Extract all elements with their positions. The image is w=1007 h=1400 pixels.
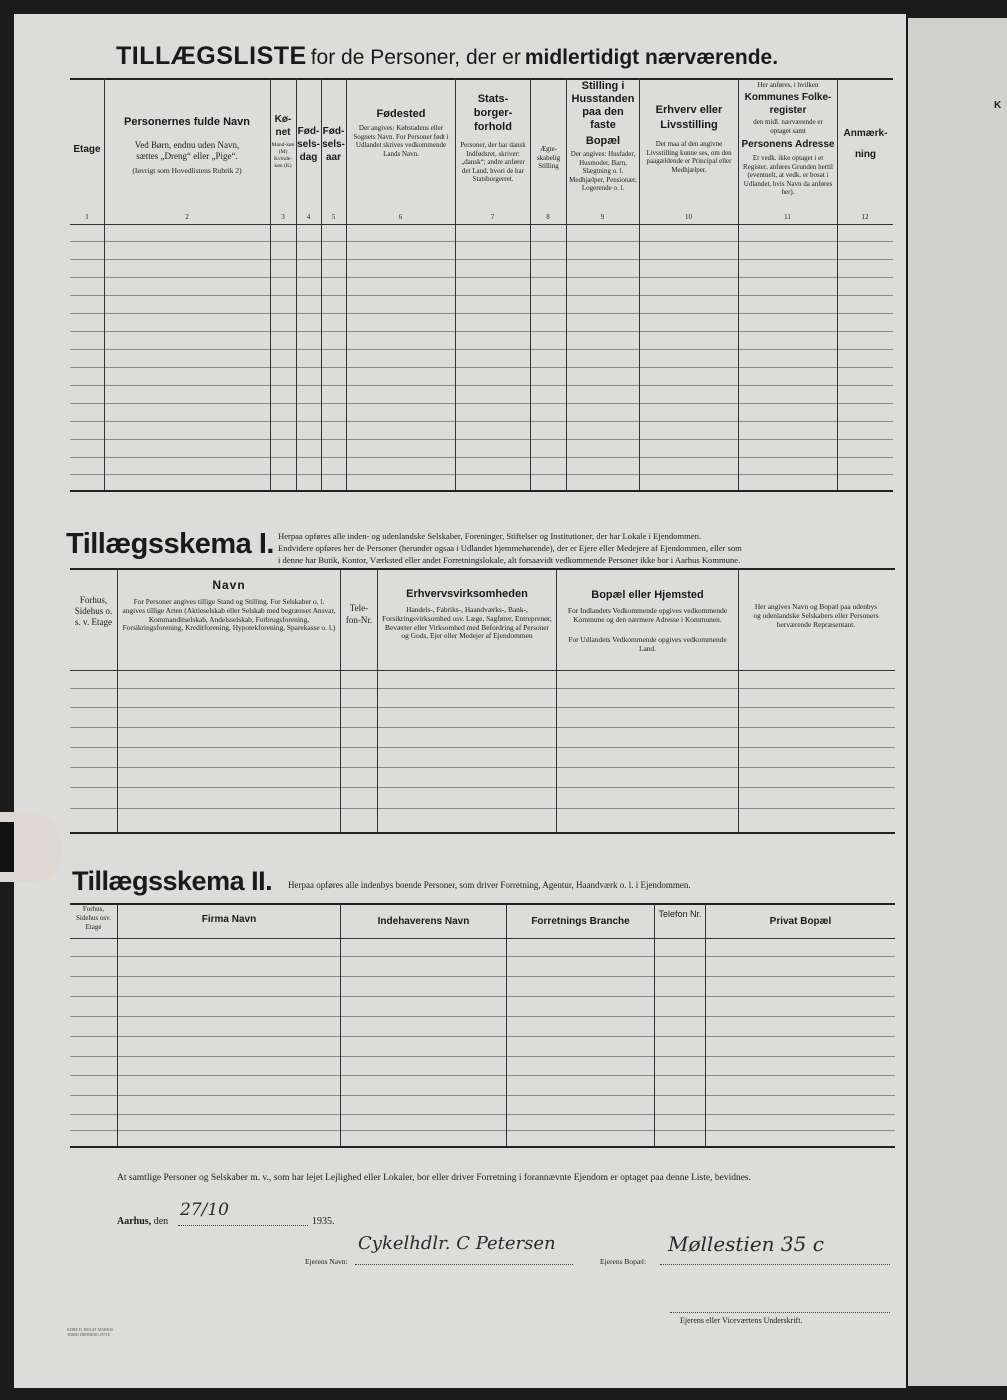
t1-col-folkeregister-bold2: register [769, 105, 807, 116]
t1-num-4: 4 [306, 213, 311, 221]
owner-address-label: Ejerens Bopæl: [600, 1257, 647, 1266]
skema1-title: Tillægsskema I. [66, 528, 274, 560]
t1-num-9: 9 [600, 213, 605, 221]
t1-num-11: 11 [784, 213, 791, 221]
t1-num-1: 1 [85, 213, 89, 221]
s1-col-etage: Forhus, Sidehus o. s. v. Etage [74, 595, 113, 627]
t1-col-erhverv-1: Erhverv eller [655, 104, 723, 116]
t1-col-folkeregister-note1: Her anføres, i hvilken [757, 81, 819, 89]
den-label: den [153, 1216, 169, 1227]
t1-col-erhverv-note: Det maa af den angivne Livsstilling kunne ses, om den paagældende er Principal eller Medhjælper. [646, 140, 732, 174]
s2-col-firma: Firma Navn [201, 914, 257, 925]
t1-col-folkeregister-note3: Er vedk. ikke optaget i et Register, anføres Grunden hertil (eventuelt, at vedk. er bosat i Udlandet, hvis Navn da anføres her). [743, 154, 833, 197]
t1-col-stilling-1: Stilling i [581, 80, 625, 92]
date-handwritten: 27/10 [180, 1200, 229, 1220]
skema2-intro: Herpaa opføres alle indenbys boende Personer, som driver Forretning, Agentur, Haandværk o. l. i Ejendommen. [288, 880, 691, 890]
skema2-title: Tillægsskema II. [72, 866, 273, 896]
t1-col-anmaerkning-2: ning [854, 149, 877, 160]
t1-num-10: 10 [685, 213, 692, 221]
t1-col-koen-1: Kø- [274, 114, 292, 125]
s1-col-navn-title: Navn [212, 578, 246, 592]
s2-col-telefon: Telefon Nr. [658, 909, 702, 919]
printer-imprint: KØBE D. HOLST MARKIS ÆRBØ ØRNBERG ØTTE [67, 1327, 114, 1337]
t1-col-name-note1: Ved Børn, endnu uden Navn, [134, 140, 240, 150]
t1-col-foedested-note: Der angives: Købstadens eller Sognets Navn. For Personer født i Udlandet skrives vedkommende Lands Navn. [353, 124, 449, 158]
owner-name-label: Ejerens Navn: [305, 1257, 348, 1266]
t1-col-foedselsdag-2: sels- [297, 139, 320, 150]
t1-col-folkeregister-note2: den midl. nærværende er optaget samt [753, 118, 823, 135]
date-line [117, 1216, 168, 1227]
main-title-bold: TILLÆGSLISTE [116, 42, 307, 70]
skema1-intro [278, 530, 898, 566]
t1-col-foedselsdag-1: Fød- [297, 126, 320, 137]
t1-col-foedselsaar-2: sels- [322, 139, 345, 150]
s1-col-navn-note: For Personer angives tillige Stand og Stilling. For Selskaber o. l. angives tillige Arten (Aktieselskab eller Selskab med begrænset Ansvar, Kommanditselskab, Andelsselskab, Forbrugsforening, Forsikringsforening, Kreditforening, Hypotekforening, Sparekasse o. l.) [122, 597, 336, 633]
certify-text: At samtlige Personer og Selskaber m. v., som har lejet Lejlighed eller Lokaler, bor eller driver Forretning i forannævnte Ejendom er optaget paa denne Liste, bevidnes. [117, 1173, 751, 1183]
t1-col-stats-2: borger- [473, 107, 513, 119]
t1-col-stilling-5: Bopæl [585, 135, 621, 147]
t1-col-name-note3: (Iøvrigt som Hovedlistens Rubrik 2) [132, 166, 242, 175]
t1-col-stilling-3: paa den [582, 106, 624, 118]
main-title-rest: for de Personer, der er [310, 46, 521, 69]
main-title [116, 42, 876, 71]
t1-col-stilling-2: Husstanden [571, 93, 635, 105]
skema1-intro-line3: i denne har Butik, Kontor, Værksted eller andet Forretningslokale, alt forsaavidt vedkommende Personer ikke bor i Aarhus Kommune. [278, 555, 741, 565]
t1-num-8: 8 [546, 213, 550, 221]
signature-label: Ejerens eller Viceværtens Underskrift. [680, 1316, 803, 1325]
t1-col-etage: Etage [73, 144, 101, 155]
s2-col-branche: Forretnings Branche [531, 916, 630, 927]
s1-col-bopael-note2: For Udlandets Vedkommende opgives vedkommende Land. [568, 635, 727, 653]
t1-col-name-title: Personernes fulde Navn [124, 116, 250, 128]
t1-col-foedselsdag-3: dag [299, 152, 318, 163]
t1-col-aegteskab: Ægte-skabelig Stilling [536, 145, 561, 171]
t1-col-name-note2: sættes „Dreng“ eller „Pige“. [136, 151, 238, 161]
adjacent-page: K [908, 18, 1007, 1386]
t1-num-12: 12 [861, 213, 869, 221]
t1-col-folkeregister-bold1: Kommunes Folke- [744, 92, 832, 103]
t1-col-stats-3: forhold [474, 121, 512, 133]
main-title-bold2: midlertidigt nærværende. [524, 46, 779, 69]
t1-num-6: 6 [398, 213, 403, 221]
t1-num-5: 5 [331, 213, 336, 221]
t1-num-7: 7 [490, 213, 495, 221]
t1-num-3: 3 [281, 213, 285, 221]
s1-col-repraesentant-note: Her angives Navn og Bopæl paa udenbys og udenlandske Selskabers eller Personers herværende Repræsentant. [753, 602, 879, 629]
s1-col-bopael-title: Bopæl eller Hjemsted [591, 589, 704, 601]
t1-num-2: 2 [185, 213, 189, 221]
t1-col-stilling-note: Der angives: Husfader, Husmoder, Barn, Slægtning o. l. Medhjælper, Pensionær, Logerende o. l. [569, 150, 637, 193]
skema1-intro-line2: Endvidere opføres her de Personer (herunder ogsaa i Udlandet hjemmehørende), der er Ejere eller Medejere af Ejendommen, eller som [278, 543, 742, 553]
t1-col-anmaerkning-1: Anmærk- [843, 128, 888, 139]
s1-col-telefon: Tele-fon-Nr. [345, 603, 373, 625]
owner-address-handwritten: Møllestien 35 c [668, 1232, 824, 1256]
thumb-edge [0, 822, 14, 872]
owner-name-handwritten: Cykelhdlr. C Petersen [358, 1233, 556, 1254]
t1-col-koen-2: net [275, 127, 291, 138]
t1-col-stilling-4: faste [590, 119, 616, 131]
t1-col-foedselsaar-3: aar [325, 152, 341, 163]
t1-col-foedested-title: Fødested [376, 108, 426, 120]
t1-col-erhverv-2: Livsstilling [660, 119, 718, 131]
s1-col-erhverv-title: Erhvervsvirksomheden [406, 588, 528, 600]
skema1-intro-line1: Herpaa opføres alle inden- og udenlandske Selskaber, Foreninger, Stiftelser og Institutioner, der har Lokale i Ejendommen. [278, 531, 702, 541]
city-label: Aarhus, [117, 1216, 152, 1227]
t1-col-stats-note: Personer, der har dansk Indfødsret, skriver: „dansk“; andre anfører det Land, hvori de har Statsborgerret. [460, 141, 526, 184]
s1-col-erhverv-note: Handels-, Fabriks-, Haandværks-, Bank-, Forsikringsvirksomhed osv. Læge, Sagfører, Entreprenør, Beværter eller Virksomhed med Befordring af Personer og Gods, Ejer eller Medejer af Ejendommen [382, 605, 552, 641]
year-label: 1935. [312, 1216, 335, 1227]
t1-col-folkeregister-bold3: Personens Adresse [741, 139, 835, 150]
t1-col-koen-note: Mand-køn (M) Kvinde-køn (K) [271, 142, 295, 169]
s2-col-indehaver: Indehaverens Navn [377, 916, 470, 927]
t1-col-foedselsaar-1: Fød- [322, 126, 345, 137]
s2-col-privat-bopael: Privat Bopæl [769, 916, 832, 927]
t1-col-stats-1: Stats- [477, 93, 509, 105]
s2-col-etage: Forhus, Sidehus osv. Etage [76, 905, 111, 931]
s1-col-bopael-note1: For Indlandets Vedkommende opgives vedkommende Kommune og den nærmere Adresse i Kommunen. [567, 606, 728, 624]
